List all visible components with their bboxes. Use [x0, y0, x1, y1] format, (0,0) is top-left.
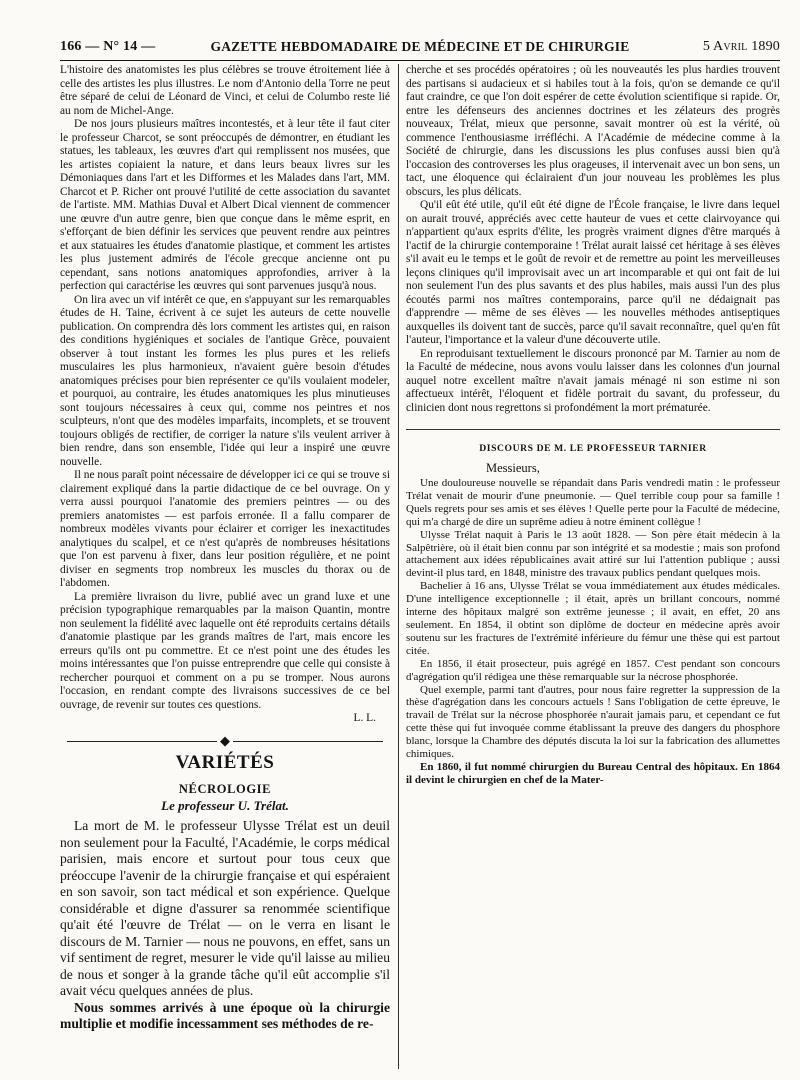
article-paragraph: On lira avec un vif intérêt ce que, en s'appuyant sur les remarquables études de H. Taine, écrivent à ce sujet les auteurs de cette nouvelle publication. On comprendra dès lors comment les artistes qui, en raison des conditions hygiéniques et sociales de l'antique Grèce, pouvaient observer à tout instant les formes les plus pures et les reliefs musculaires les plus harmonieux, n'avaient guère besoin d'études anatomiques précises pour bien représenter ce qu'ils voulaient modeler, et pourquoi, au contraire, les études anatomiques les plus minutieuses sont toujours nécessaires à ceux qui, comme nos peintres et nos sculpteurs, n'ont que des modèles imparfaits, incomplets, et se trouvent toujours obligés de rectifier, de corriger la nature s'ils veulent arriver à bien rendre, dans son ensemble, l'idée qui leur a inspiré une œuvre nouvelle.	[60, 293, 390, 468]
obituary-paragraph: La mort de M. le professeur Ulysse Trélat est un deuil non seulement pour la Faculté, l'Académie, le corps médical parisien, mais encore et surtout pour tous ceux que préoccupe l'avenir de la chirurgie française et qui espéraient en son savoir, son tact médical et son expérience. Quelque considérable et digne d'assurer sa renommée scientifique qu'ait été l'œuvre de Trélat — on le verra en lisant le discours de M. Tarnier — nous ne pouvons, en effet, sans un vif sentiment de regret, mesurer le vide qu'il laisse au milieu de nous et songer à la grande tâche qu'il eût accomplie s'il avait vécu quelques années de plus.	[60, 818, 390, 998]
discours-title: DISCOURS DE M. LE PROFESSEUR TARNIER	[479, 443, 707, 454]
article-paragraph: De nos jours plusieurs maîtres incontestés, et à leur tête il faut citer le professeur Charcot, se sont préoccupés de démontrer, en étudiant les statues, les tableaux, les œuvres d'art qui remplissent nos musées, que les artistes copiaient la nature, et dans leurs beaux livres sur les Démoniaques dans l'art et les Difformes et les Malades dans l'art, MM. Charcot et P. Richer ont prouvé l'utilité de cette association du savantet de l'artiste. MM. Mathias Duval et Albert Dical viennent de commencer une œuvre d'un autre genre, bien que conçue dans le même esprit, en s'efforçant de bien définir les services que peuvent rendre aux peintres et aux statuaires les études d'anatomie plastique, et comment les artistes les plus justement admirés de l'école grecque ancienne ont pu cependant, sans notions anatomiques approfondies, arriver à la perfection qui caractérise les œuvres qui sont parvenues jusqu'à nous.	[60, 118, 390, 292]
discours-paragraph: Quel exemple, parmi tant d'autres, pour nous faire regretter la suppression de la thèse d'agrégation dans les concours actuels ! Sans l'obligation de cette épreuve, le travail de Trélat sur la nécrose phosphorée n'aurait jamais paru, et cependant ce fut cette thèse qui fut invoquée comme établissant la preuve des dangers du phosphore blanc, lorsque la Chambre des députés discuta la loi sur la fabrication des allumettes chimiques.	[406, 683, 780, 761]
discours-paragraph: Bachelier à 16 ans, Ulysse Trélat se voua immédiatement aux études médicales. D'une intelligence exceptionnelle ; il était, après un brillant concours, nommé interne des hôpitaux malgré son extrême jeunesse ; il avait, en effet, 20 ans seulement. En 1854, il obtint son diplôme de docteur en médecine après avoir soutenu sur les fractures de l'extrémité inférieure du fémur une thèse qui est partout citée.	[406, 580, 780, 657]
section-title: VARIÉTÉS	[175, 752, 275, 773]
section-rule	[406, 429, 780, 430]
column-divider	[398, 64, 399, 1069]
article-paragraph: Qu'il eût été utile, qu'il eût été digne de l'École française, le livre dans lequel on aurait trouvé, appréciés avec cette hauteur de vues et cette clairvoyance qui n'appartient qu'aux esprits d'élite, les progrès vraiment dignes d'être marqués à l'actif de la chirurgie contemporaine ! Trélat aurait laissé cet héritage à ses élèves s'il avait eu le temps et le goût de revoir et de remettre au point les merveilleuses leçons cliniques qu'il improvisait avec un art incomparable et qui ont fait de lui non seulement l'un des plus savants et des plus habiles, mais aussi l'un des plus écoutés parmi nos maîtres contemporains, parce qu'il ne dédaignait pas d'apprendre — même de ses élèves — les nouvelles méthodes antiseptiques auxquelles ils doivent tant de succès, parce qu'il savait reconnaître, quel qu'en fût l'auteur, l'importance et la valeur d'une découverte utile.	[406, 199, 780, 346]
subsection-title: NÉCROLOGIE	[178, 782, 272, 796]
discours-paragraph: Ulysse Trélat naquit à Paris le 13 août 1828. — Son père était médecin à la Salpêtrière, où il était bien connu par son intégrité et sa modestie ; mais son profond attachement aux idées républicaines avait attiré sur lui l'attention publique ; aussi devint-il plus tard, en 1848, ministre des travaux publics pendant quelques mois.	[406, 528, 780, 580]
discours-paragraph: En 1856, il était prosecteur, puis agrégé en 1857. C'est pendant son concours d'agrégation qu'il rédigea une thèse remarquable sur la nécrose phosphorée.	[406, 657, 780, 683]
article-paragraph: cherche et ses procédés opératoires ; où les nouveautés les plus hardies trouvent des partisans si audacieux et si habiles tout à la fois, qu'on se demande ce qu'il faut craindre, ce que l'on doit espérer de cette évolution scientifique si rapide. Or, entre les défenseurs des anciennes doctrines et les zélateurs des progrès nouveaux, Trélat, mieux que personne, savait montrer où est la vérité, où commence l'enthousiasme irréfléchi. A l'Académie de médecine comme à la Société de chirurgie, dans les discussions les plus confuses aussi bien qu'à l'occasion des controverses les plus orageuses, il intervenait avec un bon sens, un tact, une éloquence qui éclairaient d'un jour nouveau les problèmes les plus obscurs, les plus délicats.	[406, 64, 780, 198]
obituary-bold-paragraph: Nous sommes arrivés à une époque où la chirurgie multiplie et modifie incessamment ses méthodes de re-	[60, 999, 390, 1031]
article-paragraph: Il ne nous paraît point nécessaire de développer ici ce qui se trouve si clairement expliqué dans la partie didactique de ce bel ouvrage. On y verra aussi pourquoi l'anatomie des premiers peintres — ou des premiers anatomistes — est parfois erronée. Il a fallu comparer de nombreux modèles vivants pour éclairer et corriger les inexactitudes analytiques du scalpel, et ce n'est qu'après de nombreuses hésitations que l'on est parvenu à fixer, dans leur position régulière, et ne point diviser en segments trop nombreux les muscles du thorax ou de l'abdomen.	[60, 469, 390, 589]
left-column	[60, 64, 390, 1069]
discours-paragraph: Une douloureuse nouvelle se répandait dans Paris vendredi matin : le professeur Trélat venait de mourir d'une pneumonie. — Quel terrible coup pour sa famille ! Quels regrets pour ses amis et ses élèves ! Quelle perte pour la Faculté de médecine, qui m'a chargé de dire un suprême adieu à notre éminent collègue !	[406, 477, 780, 528]
header-rule	[60, 60, 780, 61]
article-signature: L. L.	[353, 712, 376, 724]
page-number: 166 — N° 14 —	[60, 39, 156, 54]
article-paragraph: L'histoire des anatomistes les plus célèbres se trouve étroitement liée à celle des artistes les plus illustres. Le nom d'Antonio della Torre ne peut être séparé de celui de Léonard de Vinci, et celui de Columbo reste lié au nom de Michel-Ange.	[60, 64, 390, 117]
article-paragraph: En reproduisant textuellement le discours prononcé par M. Tarnier au nom de la Faculté de médecine, nous avons voulu laisser dans les colonnes d'un journal auquel notre excellent maître n'avait jamais ménagé ni son estime ni son affectueux intérêt, l'éloquent et fidèle portrait du savant, du professeur, du clinicien dont nous regrettons si profondément la mort prématurée.	[406, 347, 780, 414]
issue-date: 5 Avril 1890	[702, 39, 780, 54]
salutation: Messieurs,	[486, 460, 540, 475]
ornament-divider: ◆	[60, 734, 390, 748]
subsection-subtitle: Le professeur U. Trélat.	[161, 797, 289, 813]
journal-title: GAZETTE HEBDOMADAIRE DE MÉDECINE ET DE CHIRURGIE	[210, 39, 630, 54]
right-column	[406, 64, 780, 1069]
article-paragraph: La première livraison du livre, publié avec un grand luxe et une précision typographique remarquables par la maison Quantin, montre non seulement la fidélité avec laquelle ont été reproduits certains détails d'anatomie plastique par les grands maîtres de l'art, mais encore les erreurs qu'ils ont pu commettre. Et ce n'est point une des études les moins intéressantes que l'on puisse entreprendre que celle qui consiste à rechercher pourquoi et comment on a pu se tromper. Nous aurons l'occasion, en rendant compte des livraisons successives de ce bel ouvrage, de revenir sur toutes ces questions.	[60, 590, 390, 711]
discours-bold-paragraph: En 1860, il fut nommé chirurgien du Bureau Central des hôpitaux. En 1864 il devint le chirurgien en chef de la Mater-	[406, 760, 780, 786]
page-header	[60, 36, 780, 60]
